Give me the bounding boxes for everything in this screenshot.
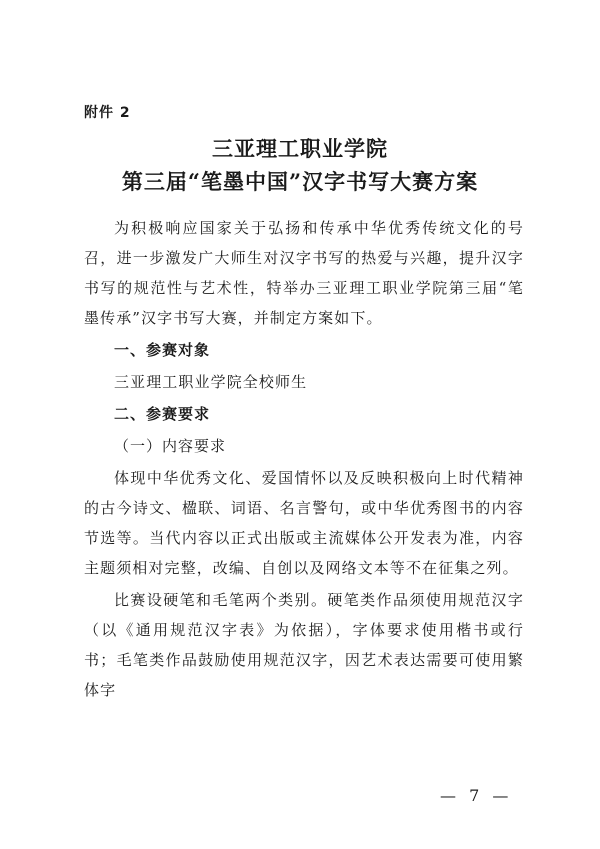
document-title-line1: 三亚理工职业学院 — [212, 136, 388, 161]
categories-paragraph: 比赛设硬笔和毛笔两个类别。硬笔类作品须使用规范汉字（以《通用规范汉字表》为依据），字体要求使用楷书或行书；毛笔类作品鼓励使用规范汉字，因艺术表达需要可使用繁体字 — [84, 591, 524, 699]
section2-heading: 二、参赛要求 — [114, 405, 211, 423]
document-body — [84, 213, 524, 705]
document-title-line2: 第三届“笔墨中国”汉字书写大赛方案 — [121, 169, 479, 194]
content-requirements-paragraph: 体现中华优秀文化、爱国情怀以及反映积极向上时代精神的古今诗文、楹联、词语、名言警句，或中华优秀图书的内容节选等。当代内容以正式出版或主流媒体公开发表为准，内容主题须相对完整，改编、自创以及网络文本等不在征集之列。 — [84, 469, 524, 577]
section1-heading: 一、参赛对象 — [114, 341, 211, 359]
page-number: — 7 — — [440, 786, 513, 805]
attachment-label: 附件 2 — [84, 105, 131, 121]
intro-paragraph: 为积极响应国家关于弘扬和传承中华优秀传统文化的号召，进一步激发广大师生对汉字书写的热爱与兴趣，提升汉字书写的规范性与艺术性，特举办三亚理工职业学院第三届“笔墨传承”汉字书写大赛，并制定方案如下。 — [84, 219, 524, 327]
section2-subheading: （一）内容要求 — [114, 437, 227, 455]
section1-text: 三亚理工职业学院全校师生 — [114, 373, 308, 391]
